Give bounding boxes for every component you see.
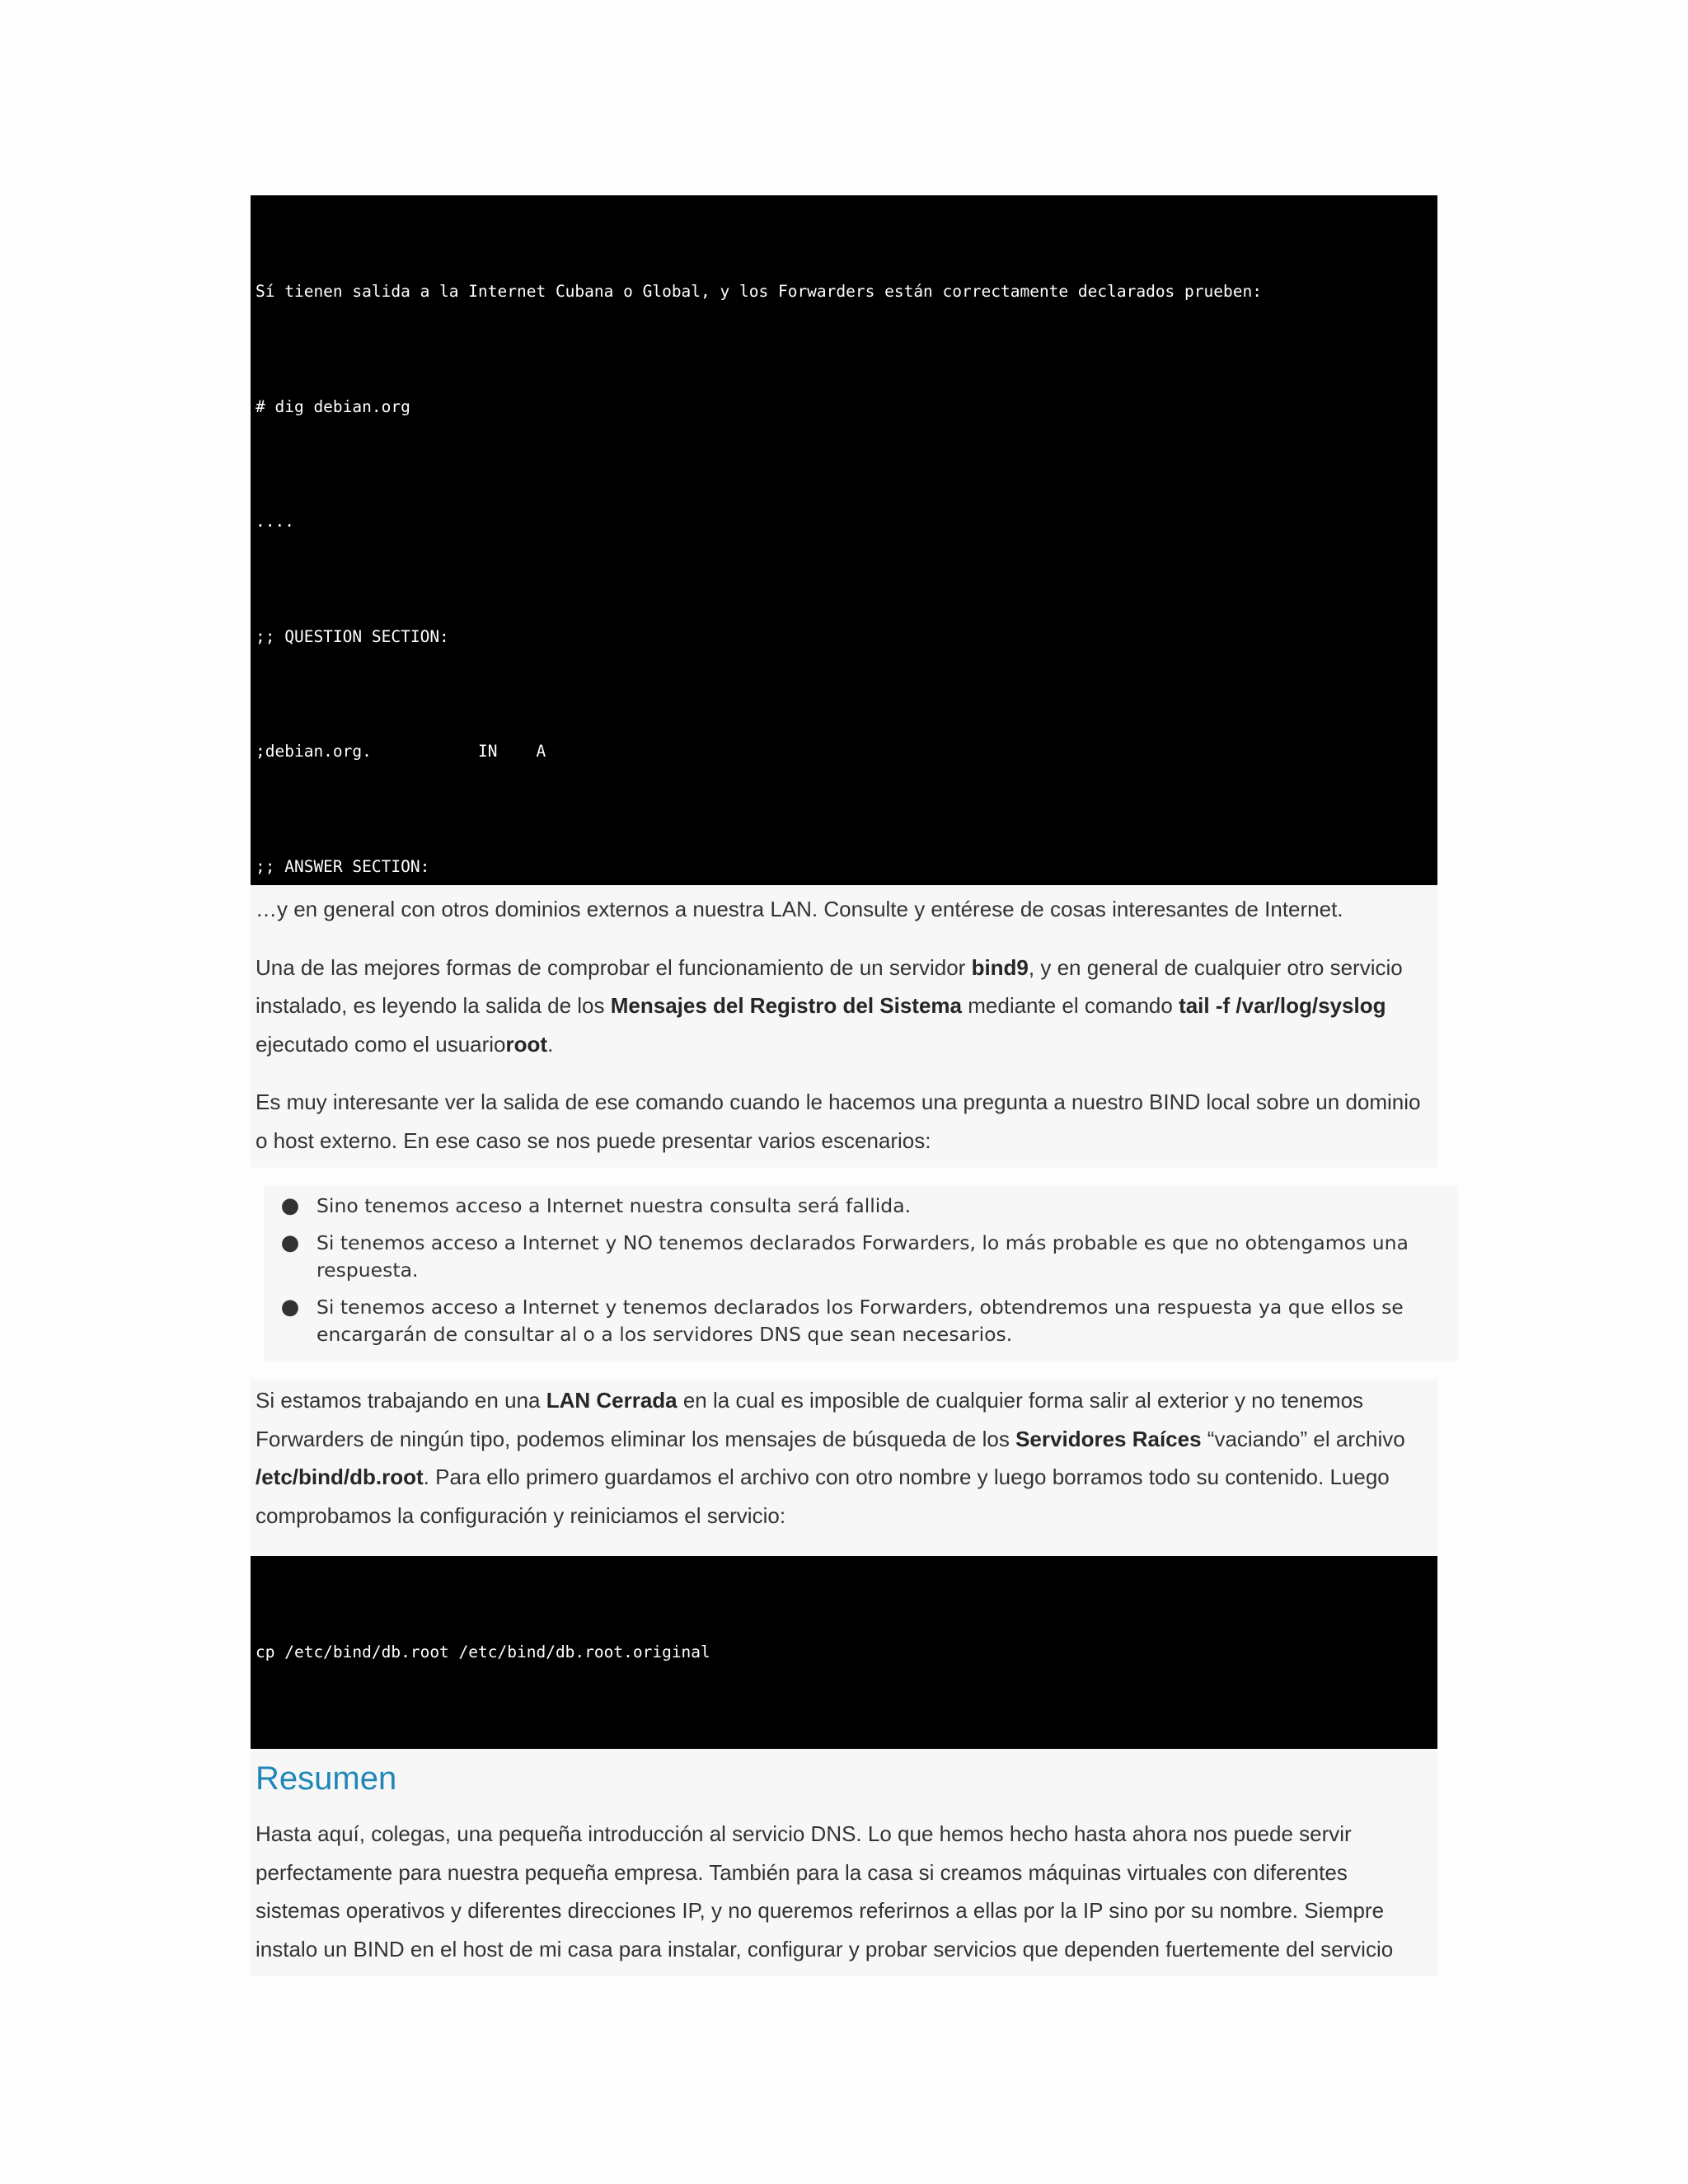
bullet-icon: ● xyxy=(280,1295,300,1319)
list-item: ● Si tenemos acceso a Internet y tenemos declarados los Forwarders, obtendremos una respuesta ya que ellos se encargarán de consultar al o a los servidores DNS que sean necesarios. xyxy=(264,1294,1458,1348)
terminal-line: Sí tienen salida a la Internet Cubana o Global, y los Forwarders están correctamente declarados prueben: xyxy=(256,282,1262,301)
terminal-line: ;debian.org. IN A xyxy=(256,742,546,761)
terminal-line: # dig debian.org xyxy=(256,396,410,416)
paragraph: Hasta aquí, colegas, una pequeña introducción al servicio DNS. Lo que hemos hecho hasta ahora nos puede servir perfectamente para nuestra pequeña empresa. También para la casa si creamos máquinas virtuales con diferentes sistemas operativos y diferentes direcciones IP, y no queremos referirnos a ellas por la IP sino por su nombre. Siempre instalo un BIND en el host de mi casa para instalar, configurar y probar servicios que dependen fuertemente del servicio xyxy=(256,1821,1394,1961)
paragraph: Es muy interesante ver la salida de ese comando cuando le hacemos una pregunta a nuestro BIND local sobre un dominio o host externo. En ese caso se nos puede presentar varios escenarios: xyxy=(256,1090,1421,1153)
terminal-line: cp /etc/bind/db.root /etc/bind/db.root.original xyxy=(256,1643,710,1661)
list-item: ● Si tenemos acceso a Internet y NO tenemos declarados Forwarders, lo más probable es que no obtengamos una respuesta. xyxy=(264,1230,1458,1284)
document-page xyxy=(251,195,1437,1976)
list-item: ● Sino tenemos acceso a Internet nuestra consulta será fallida. xyxy=(264,1193,1458,1220)
prose-section xyxy=(251,1380,1437,1556)
prose-section xyxy=(251,1805,1437,1976)
paragraph: Si estamos trabajando en una LAN Cerrada en la cual es imposible de cualquier forma salir al exterior y no tenemos Forwarders de ningún tipo, podemos eliminar los mensajes de búsqueda de los Servidores Raíces “vaciando” el archivo /etc/bind/db.root. Para ello primero guardamos el archivo con otro nombre y luego borramos todo su contenido. Luego comprobamos la configuración y reiniciamos el servicio: xyxy=(256,1388,1405,1528)
terminal-output-block xyxy=(251,195,1437,885)
bullet-icon: ● xyxy=(280,1193,300,1218)
terminal-line: .... xyxy=(256,512,294,531)
terminal-command-block xyxy=(251,1556,1437,1749)
paragraph: Una de las mejores formas de comprobar el funcionamiento de un servidor bind9, y en general de cualquier otro servicio instalado, es leyendo la salida de los Mensajes del Registro del Sistema mediante el comando tail -f /var/log/syslog ejecutado como el usuarioroot. xyxy=(256,954,1403,1057)
terminal-line: ;; QUESTION SECTION: xyxy=(256,626,449,646)
paragraph: …y en general con otros dominios externos a nuestra LAN. Consulte y entérese de cosas interesantes de Internet. xyxy=(256,897,1343,921)
prose-section xyxy=(251,885,1437,1168)
terminal-line: ;; ANSWER SECTION: xyxy=(256,856,430,876)
bullet-icon: ● xyxy=(280,1230,300,1255)
bullet-list xyxy=(264,1186,1458,1361)
section-heading: Resumen xyxy=(251,1749,1437,1805)
